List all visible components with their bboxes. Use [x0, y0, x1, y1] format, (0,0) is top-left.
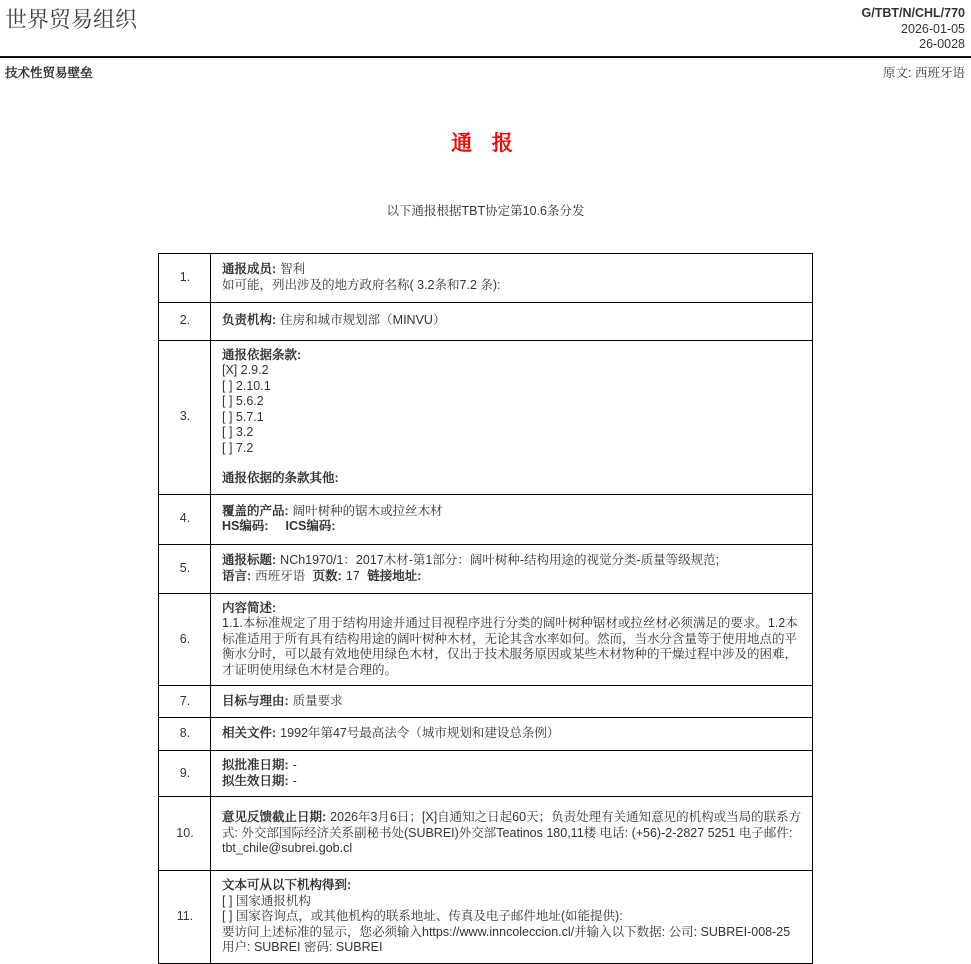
table-row-notifying-member [159, 253, 813, 302]
field-value: 智利 [280, 262, 306, 276]
field-label: 通报成员: [222, 262, 277, 276]
field-label: 通报标题: [222, 553, 277, 567]
table-row-proposed-dates [159, 751, 813, 797]
field-value: 住房和城市规划部（MINVU） [280, 313, 446, 328]
article-checkbox-item: [ ] 2.10.1 [222, 378, 271, 393]
doc-date: 2026-01-05 [901, 21, 965, 36]
row-number: 7. [159, 686, 211, 718]
row-number: 4. [159, 494, 211, 544]
doc-symbol: G/TBT/N/CHL/770 [861, 6, 965, 20]
row-number: 3. [159, 340, 211, 494]
table-row-products-covered [159, 494, 813, 544]
description-text: 1.1.本标准规定了用于结构用途并通过目视程序进行分类的阔叶树种锯材或拉丝材必须满足的要求。1.2本标准适用于所有具有结构用途的阔叶树种木材，无论其含水率如何。然而，当水分含量等于使用地点的平衡水分时，可以最有效地使用绿色木材，仅出于技术服务原因或某些木材物种的干燥过程中涉及的困难，才证明使用绿色木材是合理的。 [222, 616, 798, 677]
row-number: 10. [159, 797, 211, 871]
ics-code-label: ICS编码: [285, 519, 336, 533]
hs-code-label: HS编码: [222, 519, 269, 533]
article-checkbox-item: [ ] 5.6.2 [222, 394, 264, 408]
committee-label: 技术性贸易壁垒 [5, 65, 93, 80]
field-value: 质量要求 [292, 693, 343, 708]
entry-into-force-label: 拟生效日期: [222, 773, 289, 788]
table-row-text-available-from [159, 871, 813, 964]
row-number: 2. [159, 302, 211, 340]
table-row-relevant-documents [159, 718, 813, 751]
language-value: 西班牙语 [255, 568, 306, 583]
adoption-date-value: - [292, 758, 297, 772]
document-header [0, 0, 971, 53]
table-row-objective [159, 686, 813, 718]
field-label: 内容简述: [222, 600, 277, 615]
field-label: 负责机构: [222, 313, 277, 328]
field-value: 阔叶树种的锯木或拉丝木材 [292, 503, 443, 518]
table-row-description [159, 593, 813, 686]
availability-option: [ ] 国家通报机构 [222, 893, 311, 908]
table-row-notification-title [159, 544, 813, 593]
row-number: 1. [159, 253, 211, 302]
article-checkbox-item: [X] 2.9.2 [222, 363, 269, 377]
field-label: 通报依据条款: [222, 347, 302, 362]
field-label: 目标与理由: [222, 693, 289, 708]
row-number: 6. [159, 593, 211, 686]
field-label: 文本可从以下机构得到: [222, 878, 352, 892]
link-label: 链接地址: [367, 568, 422, 583]
row-number: 11. [159, 871, 211, 964]
field-label: 通报依据的条款其他: [222, 471, 339, 485]
row-number: 5. [159, 544, 211, 593]
document-reference-block [862, 6, 966, 53]
field-value: NCh1970/1：2017木材-第1部分：阔叶树种-结构用途的视觉分类-质量等级规范; [280, 553, 720, 567]
language-label: 语言: [222, 568, 252, 583]
field-note: 如可能，列出涉及的地方政府名称( 3.2条和7.2 条): [222, 277, 501, 292]
page-subtitle: 以下通报根据TBT协定第10.6条分发 [386, 204, 585, 218]
availability-option: [ ] 国家咨询点，或其他机构的联系地址、传真及电子邮件地址(如能提供): [222, 909, 623, 923]
row-number: 9. [159, 751, 211, 797]
org-title: 世界贸易组织 [5, 7, 138, 32]
article-checkbox-item: [ ] 5.7.1 [222, 409, 264, 424]
original-language-label: 原文: 西班牙语 [883, 65, 965, 80]
field-value: 1992年第47号最高法令（城市规划和建设总条例） [280, 726, 560, 741]
table-row-comment-deadline [159, 797, 813, 871]
spacer [222, 456, 802, 471]
table-row-notified-under [159, 340, 813, 494]
table-row-responsible-agency [159, 302, 813, 340]
field-value: 2026年3月6日；[X]自通知之日起60天；负责处理有关通知意见的机构或当局的联系方式: 外交部国际经济关系副秘书处(SUBREI)外交部Teatinos 180,11楼 电话: (+56)-2-2827 5251 电子邮件: tbt_chile@subrei.gob.cl [222, 810, 802, 856]
access-instructions: 要访问上述标准的显示，您必须输入https://www.inncoleccion.cl/并输入以下数据: 公司: SUBREI-008-25 用户: SUBREI 密码: SUBREI [222, 924, 791, 954]
field-label: 意见反馈截止日期: [222, 810, 327, 825]
row-number: 8. [159, 718, 211, 751]
article-checkbox-item: [ ] 3.2 [222, 425, 254, 439]
article-checkbox-item: [ ] 7.2 [222, 440, 254, 455]
doc-number: 26-0028 [919, 37, 965, 51]
notification-table [158, 253, 813, 964]
subheader [0, 58, 971, 82]
pages-label: 页数: [312, 568, 342, 583]
page-title: 通 报 [451, 132, 520, 155]
field-label: 相关文件: [222, 726, 277, 741]
pages-value: 17 [345, 568, 360, 583]
adoption-date-label: 拟批准日期: [222, 758, 289, 772]
entry-into-force-value: - [292, 773, 297, 788]
field-label: 覆盖的产品: [222, 503, 289, 518]
